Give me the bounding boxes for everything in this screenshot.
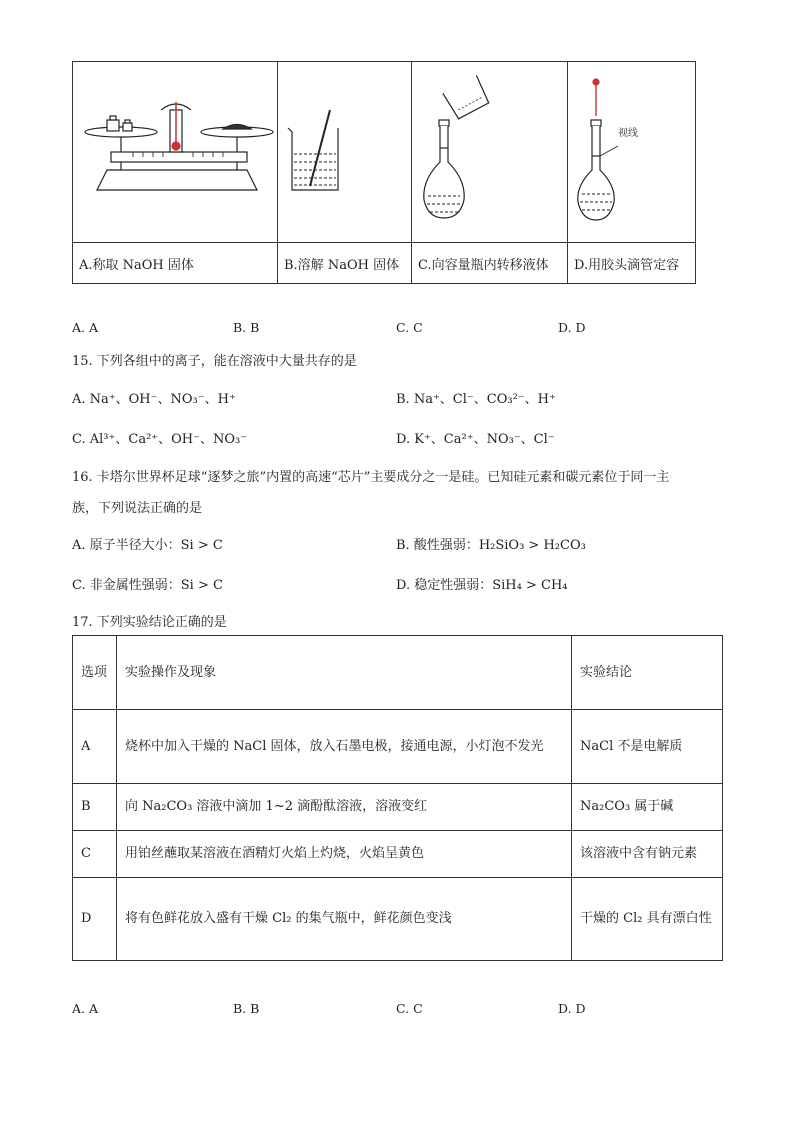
q16-option-c: C. 非金属性强弱：Si > C [72, 578, 223, 593]
q16-option-b: B. 酸性强弱：H₂SiO₃ > H₂CO₃ [396, 538, 586, 553]
dropper-flask-illustration [568, 62, 695, 238]
q15-option-b: B. Na⁺、Cl⁻、CO₃²⁻、H⁺ [396, 392, 556, 407]
q14-option-b: B. B [233, 320, 260, 335]
caption-a: A.称取 NaOH 固体 [73, 243, 278, 284]
row-c-operation: 用铂丝蘸取某溶液在酒精灯火焰上灼烧，火焰呈黄色 [117, 831, 572, 878]
sight-line-label: 视线 [618, 128, 638, 139]
balance-illustration [73, 62, 277, 238]
row-a-option: A [73, 710, 117, 784]
q16-stem-line1: 16. 卡塔尔世界杯足球“逐梦之旅”内置的高速“芯片”主要成分之一是硅。已知硅元素和碳元素位于同一主 [72, 470, 670, 485]
table-row [73, 878, 723, 961]
q17-option-a: A. A [72, 1001, 99, 1016]
row-b-conclusion: Na₂CO₃ 属于碱 [572, 784, 723, 831]
balance-figure-cell [73, 62, 278, 243]
caption-d: D.用胶头滴管定容 [568, 243, 696, 284]
volumetric-flask-transfer-illustration [412, 62, 567, 238]
row-a-operation: 烧杯中加入干燥的 NaCl 固体，放入石墨电极，接通电源，小灯泡不发光 [117, 710, 572, 784]
q17-option-c: C. C [396, 1001, 423, 1016]
row-d-conclusion: 干燥的 Cl₂ 具有漂白性 [572, 878, 723, 961]
q15-option-c: C. Al³⁺、Ca²⁺、OH⁻、NO₃⁻ [72, 432, 248, 447]
table-header-row [73, 636, 723, 710]
caption-c: C.向容量瓶内转移液体 [412, 243, 568, 284]
q14-option-d: D. D [558, 320, 586, 335]
q14-option-a: A. A [72, 320, 99, 335]
beaker-illustration [278, 62, 411, 238]
header-operation: 实验操作及现象 [117, 636, 572, 710]
q17-option-d: D. D [558, 1001, 586, 1016]
row-d-option: D [73, 878, 117, 961]
q16-option-d: D. 稳定性强弱：SiH₄ > CH₄ [396, 578, 568, 593]
experiment-table [72, 635, 723, 961]
q16-option-a: A. 原子半径大小：Si > C [72, 538, 223, 553]
dropper-figure-cell [568, 62, 696, 243]
q15-option-a: A. Na⁺、OH⁻、NO₃⁻、H⁺ [72, 392, 236, 407]
q14-option-c: C. C [396, 320, 423, 335]
row-b-option: B [73, 784, 117, 831]
row-b-operation: 向 Na₂CO₃ 溶液中滴加 1~2 滴酚酞溶液，溶液变红 [117, 784, 572, 831]
caption-b: B.溶解 NaOH 固体 [278, 243, 412, 284]
row-c-option: C [73, 831, 117, 878]
table-row [73, 710, 723, 784]
header-conclusion: 实验结论 [572, 636, 723, 710]
beaker-figure-cell [278, 62, 412, 243]
apparatus-figure-table [72, 61, 696, 284]
q17-stem: 17. 下列实验结论正确的是 [72, 615, 227, 630]
flask-transfer-figure-cell [412, 62, 568, 243]
q17-option-b: B. B [233, 1001, 260, 1016]
q15-stem: 15. 下列各组中的离子，能在溶液中大量共存的是 [72, 354, 357, 369]
q16-stem-line2: 族，下列说法正确的是 [72, 501, 203, 516]
row-c-conclusion: 该溶液中含有钠元素 [572, 831, 723, 878]
q15-option-d: D. K⁺、Ca²⁺、NO₃⁻、Cl⁻ [396, 432, 555, 447]
table-row [73, 831, 723, 878]
table-row [73, 784, 723, 831]
row-d-operation: 将有色鲜花放入盛有干燥 Cl₂ 的集气瓶中，鲜花颜色变浅 [117, 878, 572, 961]
row-a-conclusion: NaCl 不是电解质 [572, 710, 723, 784]
header-option: 选项 [73, 636, 117, 710]
